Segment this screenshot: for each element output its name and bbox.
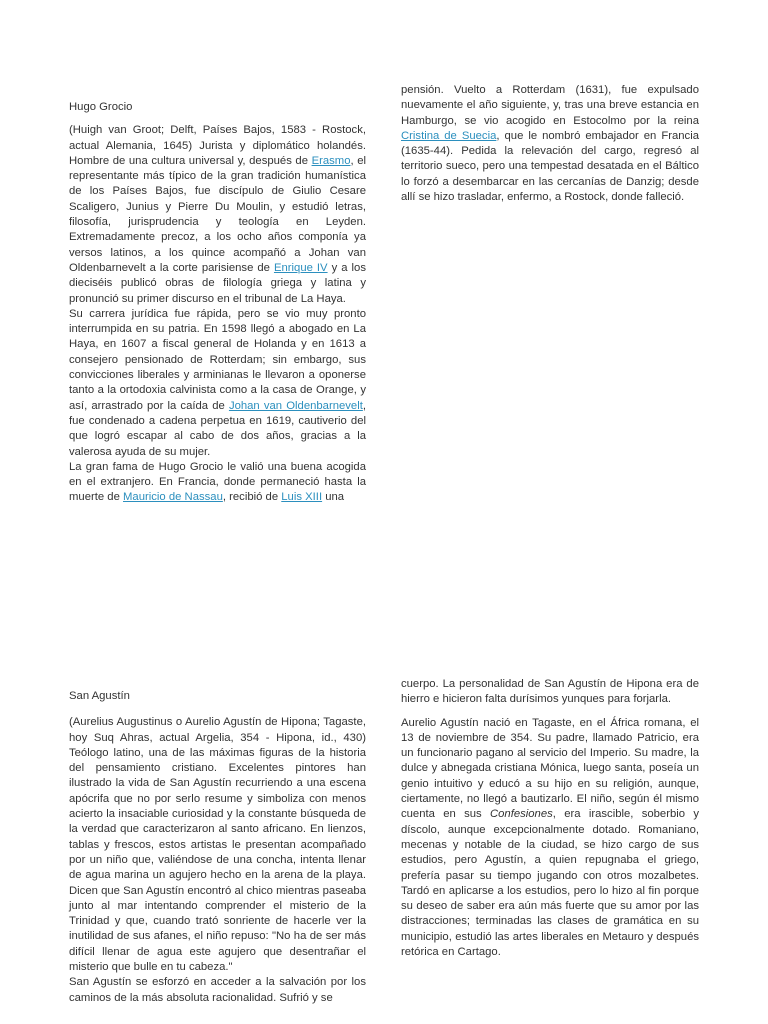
grocio-paragraph-1 bbox=[69, 123, 366, 307]
text-run: y a los dieciséis publicó obras de filología griega y latina y pronunció su primer discurso en el tribunal de La Haya. bbox=[69, 261, 366, 305]
agustin-column-left bbox=[69, 689, 366, 1006]
grocio-continuation bbox=[401, 83, 699, 205]
text-run: , que le nombró embajador en Francia (1635-44). Pedida la relevación del cargo, regresó al territorio sueco, pero una tempestad desatada en el Báltico lo forzó a desembarcar en las cercanías de Danzig; desde allí se hizo trasladar, enfermo, a Rostock, donde falleció. bbox=[401, 129, 699, 204]
agustin-paragraph-2: San Agustín se esforzó en acceder a la salvación por los caminos de la más absoluta racionalidad. Sufrió y se bbox=[69, 976, 366, 1004]
link-erasmo[interactable]: Erasmo bbox=[311, 154, 351, 167]
agustin-column-right bbox=[401, 677, 699, 960]
agustin-continuation-2 bbox=[401, 716, 699, 961]
grocio-column-left bbox=[69, 100, 366, 506]
text-run: , recibió de bbox=[222, 491, 282, 504]
grocio-paragraph-2 bbox=[69, 307, 366, 460]
book-title-confesiones: Confesiones bbox=[489, 808, 553, 821]
grocio-paragraph-3 bbox=[69, 460, 366, 506]
text-run: una bbox=[322, 491, 345, 504]
grocio-title: Hugo Grocio bbox=[69, 101, 133, 113]
text-run: , era irascible, soberbio y díscolo, aunque excepcionalmente dotado. Romaniano, mecenas y notable de la ciudad, se hizo cargo de sus estudios, pero Agustín, a quien repugnaba el griego, prefería pasar su tiempo jugando con otros mozalbetes. Tardó en aplicarse a los estudios, pero lo hizo al fin porque su deseo de saber era aún más fuerte que su amor por las distracciones; terminadas las clases de gramática en su municipio, estudió las artes liberales en Metauro y después retórica en Cartago. bbox=[401, 808, 699, 959]
link-enrique-iv[interactable]: Enrique IV bbox=[273, 261, 328, 274]
link-cristina-de-suecia[interactable]: Cristina de Suecia bbox=[401, 129, 497, 142]
text-run: La gran fama de Hugo Grocio le valió una buena acogida en el extranjero. En Francia, donde permaneció hasta la muerte de bbox=[69, 460, 366, 504]
text-run: (Huigh van Groot; Delft, Países Bajos, 1583 - Rostock, actual Alemania, 1645) Jurista y diplomático holandés. Hombre de una cultura universal y, después de bbox=[69, 124, 366, 167]
link-johan-van-oldenbarnevelt[interactable]: Johan van Oldenbarnevelt bbox=[228, 399, 363, 412]
text-run: Su carrera jurídica fue rápida, pero se vio muy pronto interrumpida en su patria. En 1598 llegó a abogado en La Haya, en 1607 a fiscal general de Holanda y en 1613 a consejero pensionado de Rotterdam; sin embargo, sus convicciones liberales y arminianas le llevaron a oponerse tanto a la ortodoxia calvinista como a la casa de Orange, y así, arrastrado por la caída de bbox=[69, 307, 366, 412]
text-run: , fue condenado a cadena perpetua en 1619, cautiverio del que logró escapar al cabo de dos años, gracias a la valerosa ayuda de su mujer. bbox=[69, 399, 366, 458]
text-run: Aurelio Agustín nació en Tagaste, en el África romana, el 13 de noviembre de 354. Su padre, llamado Patricio, era un funcionario pagano al servicio del Imperio. Su madre, la dulce y abnegada cristiana Mónica, luego santa, poseía un genio intuitivo y educó a su hijo en su religión, aunque, ciertamente, no llegó a bautizarlo. El niño, según él mismo cuenta en sus bbox=[401, 716, 699, 821]
agustin-title: San Agustín bbox=[69, 690, 130, 702]
grocio-column-right bbox=[401, 83, 699, 205]
text-run: , el representante más típico de la gran tradición humanística de los Países Bajos, fue discípulo de Giulio Cesare Scaligero, Junius y Pierre Du Moulin, y estudió letras, filosofía, jurisprudencia y teología en Leyden. Extremadamente precoz, a los ocho años componía ya versos latinos, a los quince acompañó a Johan van Oldenbarnevelt a la corte parisiense de bbox=[69, 154, 366, 274]
agustin-paragraph-1: (Aurelius Augustinus o Aurelio Agustín de Hipona; Tagaste, hoy Suq Ahras, actual Argelia, 354 - Hipona, id., 430) Teólogo latino, una de las máximas figuras de la historia del pensamiento cristiano. Excelentes pintores han ilustrado la vida de San Agustín recurriendo a una escena apócrifa que no por serlo resume y simboliza con menos acierto la insaciable curiosidad y la constante búsqueda de la verdad que caracterizaron al santo africano. En lienzos, tablas y frescos, estos artistas le presentan acompañado por un niño que, valiéndose de una concha, intenta llenar de agua marina un agujero hecho en la arena de la playa. Dicen que San Agustín encontró al chico mientras paseaba junto al mar intentando comprender el misterio de la Trinidad y que, cuando trató sonriente de hacerle ver la inutilidad de sus afanes, el niño repuso: "No ha de ser más difícil llenar de agua este agujero que desentrañar el misterio que bulle en tu cabeza." bbox=[69, 716, 366, 974]
agustin-continuation-1: cuerpo. La personalidad de San Agustín de Hipona era de hierro e hicieron falta durísimos yunques para forjarla. bbox=[401, 678, 699, 706]
text-run: pensión. Vuelto a Rotterdam (1631), fue expulsado nuevamente el año siguiente, y, tras una breve estancia en Hamburgo, se vio acogido en Estocolmo por la reina bbox=[401, 84, 699, 127]
link-luis-xiii[interactable]: Luis XIII bbox=[281, 491, 323, 504]
link-mauricio-de-nassau[interactable]: Mauricio de Nassau bbox=[123, 491, 223, 504]
